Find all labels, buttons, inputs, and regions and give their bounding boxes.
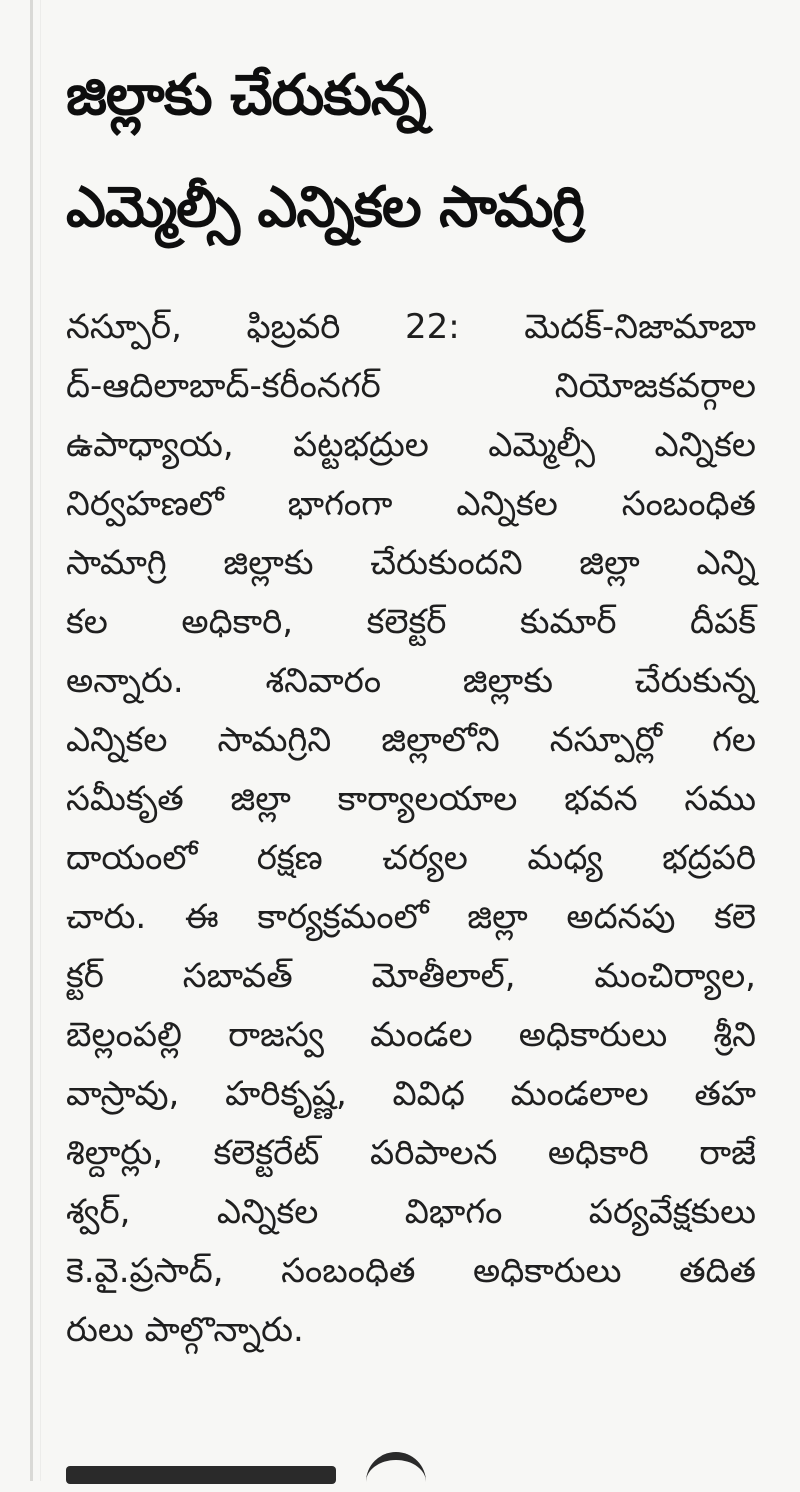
column-rule (30, 0, 33, 1481)
body-line: శిల్దార్లు, కలెక్టరేట్ పరిపాలన అధికారి రాజే (66, 1133, 756, 1173)
article-headline (66, 40, 756, 264)
body-line: సామాగ్రి జిల్లాకు చేరుకుందని జిల్లా ఎన్ని (66, 543, 756, 583)
column-rule-inner (40, 0, 41, 1481)
body-line: క్టర్ సబావత్ మోతీలాల్, మంచిర్యాల, (66, 956, 756, 996)
body-line: శ్వర్, ఎన్నికల విభాగం పర్యవేక్షకులు (66, 1192, 756, 1232)
body-line: బెల్లంపల్లి రాజస్వ మండల అధికారులు శ్రీని (66, 1015, 756, 1055)
body-line: నిర్వహణలో భాగంగా ఎన్నికల సంబంధిత (66, 484, 756, 524)
article-body (66, 298, 756, 1360)
body-line: ద్-ఆదిలాబాద్-కరీంనగర్ నియోజకవర్గాల (66, 366, 756, 406)
body-line: నస్పూర్, ఫిబ్రవరి 22: మెదక్-నిజామాబా (66, 307, 756, 347)
next-article-headline-fragment (66, 1452, 426, 1492)
headline-line-2: ఎమ్మెల్సీ ఎన్నికల సామగ్రి (66, 175, 585, 240)
body-line: ఎన్నికల సామగ్రిని జిల్లాలోని నస్పూర్లో గల (66, 720, 756, 760)
body-line: వాస్రావు, హరికృష్ణ, వివిధ మండలాల తహ (66, 1074, 756, 1114)
body-line: సమీకృత జిల్లా కార్యాలయాల భవన సము (66, 779, 756, 819)
body-line: దాయంలో రక్షణ చర్యల మధ్య భద్రపరి (66, 838, 756, 878)
body-line: అన్నారు. శనివారం జిల్లాకు చేరుకున్న (66, 661, 756, 701)
body-line: కె.వై.ప్రసాద్, సంబంధిత అధికారులు తదిత (66, 1251, 756, 1291)
body-line: ఉపాధ్యాయ, పట్టభద్రుల ఎమ్మెల్సీ ఎన్నికల (66, 425, 756, 465)
body-line: చారు. ఈ కార్యక్రమంలో జిల్లా అదనపు కలె (66, 897, 756, 937)
headline-line-1: జిల్లాకు చేరుకున్న (66, 63, 426, 128)
body-line: రులు పాల్గొన్నారు. (66, 1310, 304, 1350)
body-line: కల అధికారి, కలెక్టర్ కుమార్ దీపక్ (66, 602, 756, 642)
news-article (66, 40, 756, 1360)
cropped-headline-stroke (66, 1466, 336, 1484)
cropped-headline-glyph (366, 1452, 426, 1490)
